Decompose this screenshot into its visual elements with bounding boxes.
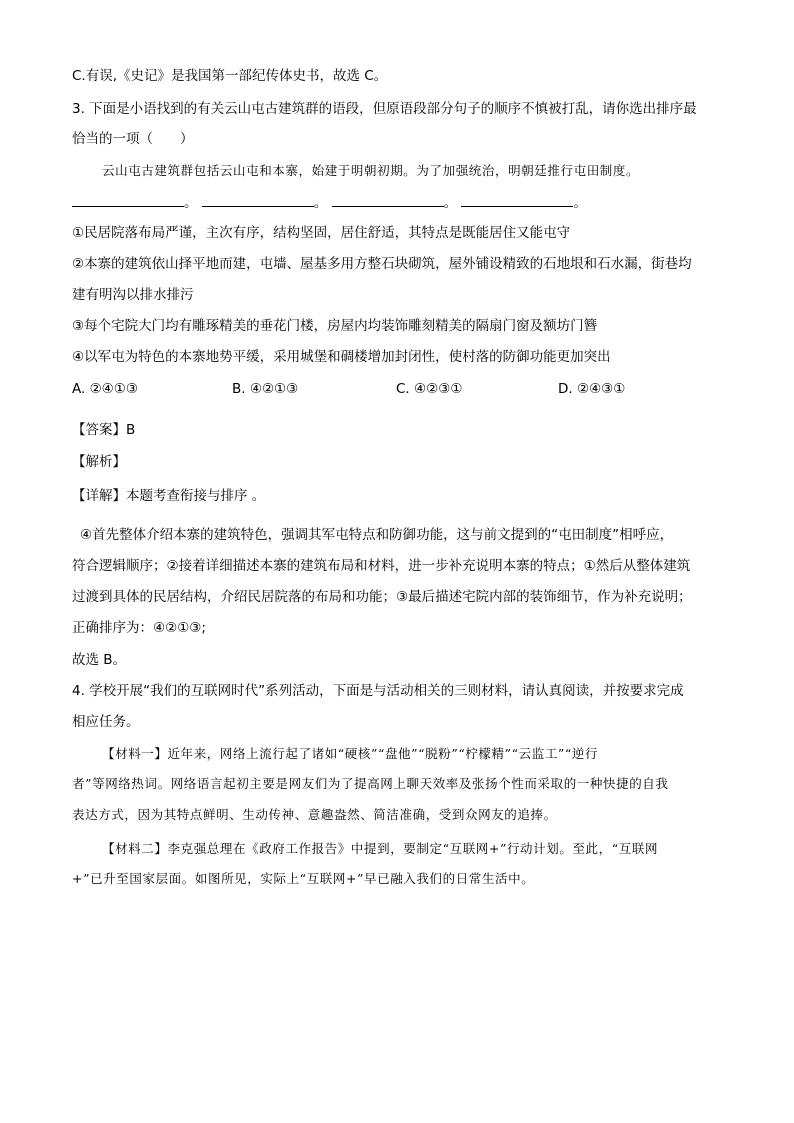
- previous-answer-tail: C.有误,《史记》是我国第一部纪传体史书，故选 C。: [72, 68, 388, 84]
- blank-1: [72, 194, 184, 207]
- q3-sentence-4: ④以军屯为特色的本寨地势平缓，采用城堡和碉楼增加封闭性，使村落的防御功能更加突出: [72, 349, 611, 365]
- option-d: D. ②④③①: [558, 381, 626, 397]
- detail-label: 【详解】本题考查衔接与排序 。: [72, 488, 266, 504]
- q3-sentence-2-line2: 建有明沟以排水排污: [72, 287, 194, 303]
- q3-sentence-1: ①民居院落布局严谨，主次有序，结构坚固，居住舒适，其特点是既能居住又能屯守: [72, 225, 571, 241]
- q3-sentence-2-line1: ②本寨的建筑依山择平地而建，屯墙、屋基多用方整石块砌筑，屋外铺设精致的石地垠和石水漏，街巷均: [72, 256, 692, 272]
- option-a: A. ②④①③: [72, 381, 138, 397]
- material1-line3: 表达方式，因为其特点鲜明、生动传神、意趣盎然、简洁准确，受到众网友的追捧。: [72, 807, 557, 822]
- analysis-label: 【解析】: [72, 454, 126, 470]
- explanation-line2: 符合逻辑顺序；②接着详细描述本寨的建筑布局和材料，进一步补充说明本寨的特点；①然后从整体建筑: [72, 558, 691, 574]
- conclusion: 故选 B。: [72, 652, 127, 668]
- q4-stem-line1: 4. 学校开展“我们的互联网时代”系列活动，下面是与活动相关的三则材料，请认真阅读，并按要求完成: [72, 683, 684, 699]
- q3-sentence-3: ③每个宅院大门均有雕琢精美的垂花门楼，房屋内均装饰雕刻精美的隔扇门窗及额坊门簪: [72, 318, 598, 334]
- material1-line1: 【材料一】近年来，网络上流行起了诸如“硬核”“盘他”“脱粉”“柠檬精”“云监工”“逆行: [102, 746, 599, 761]
- blank-3: [332, 194, 444, 207]
- blank-4: [461, 194, 573, 207]
- q3-passage: 云山屯古建筑群包括云山屯和本寨，始建于明朝初期。为了加强统治，明朝廷推行屯田制度。: [102, 163, 640, 178]
- material2-line1: 【材料二】李克强总理在《政府工作报告》中提到，要制定“互联网+”行动计划。至此，“互联网: [102, 841, 659, 856]
- explanation-line4: 正确排序为：④②①③;: [72, 620, 206, 636]
- option-b: B. ④②①③: [232, 381, 299, 397]
- material2-line2: +”已升至国家层面。如图所见，实际上“互联网+”早已融入我们的日常生活中。: [72, 871, 535, 886]
- q3-blanks: 。 。 。 。: [72, 193, 587, 213]
- q3-stem-line2: 恰当的一项（ ）: [72, 131, 194, 147]
- explanation-line1: ④首先整体介绍本寨的建筑特色，强调其军屯特点和防御功能，这与前文提到的“屯田制度”相呼应，: [80, 527, 674, 543]
- option-c: C. ④②③①: [396, 381, 463, 397]
- material1-line2: 者”等网络热词。网络语言起初主要是网友们为了提高网上聊天效率及张扬个性而采取的一种快捷的自我: [72, 776, 669, 791]
- q3-stem-line1: 3. 下面是小语找到的有关云山屯古建筑群的语段，但原语段部分句子的顺序不慎被打乱，请你选出排序最: [72, 101, 697, 117]
- blank-2: [202, 194, 314, 207]
- explanation-line3: 过渡到具体的民居结构，介绍民居院落的布局和功能；③最后描述宅院内部的装饰细节，作为补充说明；: [72, 589, 692, 605]
- answer-label: 【答案】B: [72, 422, 136, 438]
- q4-stem-line2: 相应任务。: [72, 714, 140, 730]
